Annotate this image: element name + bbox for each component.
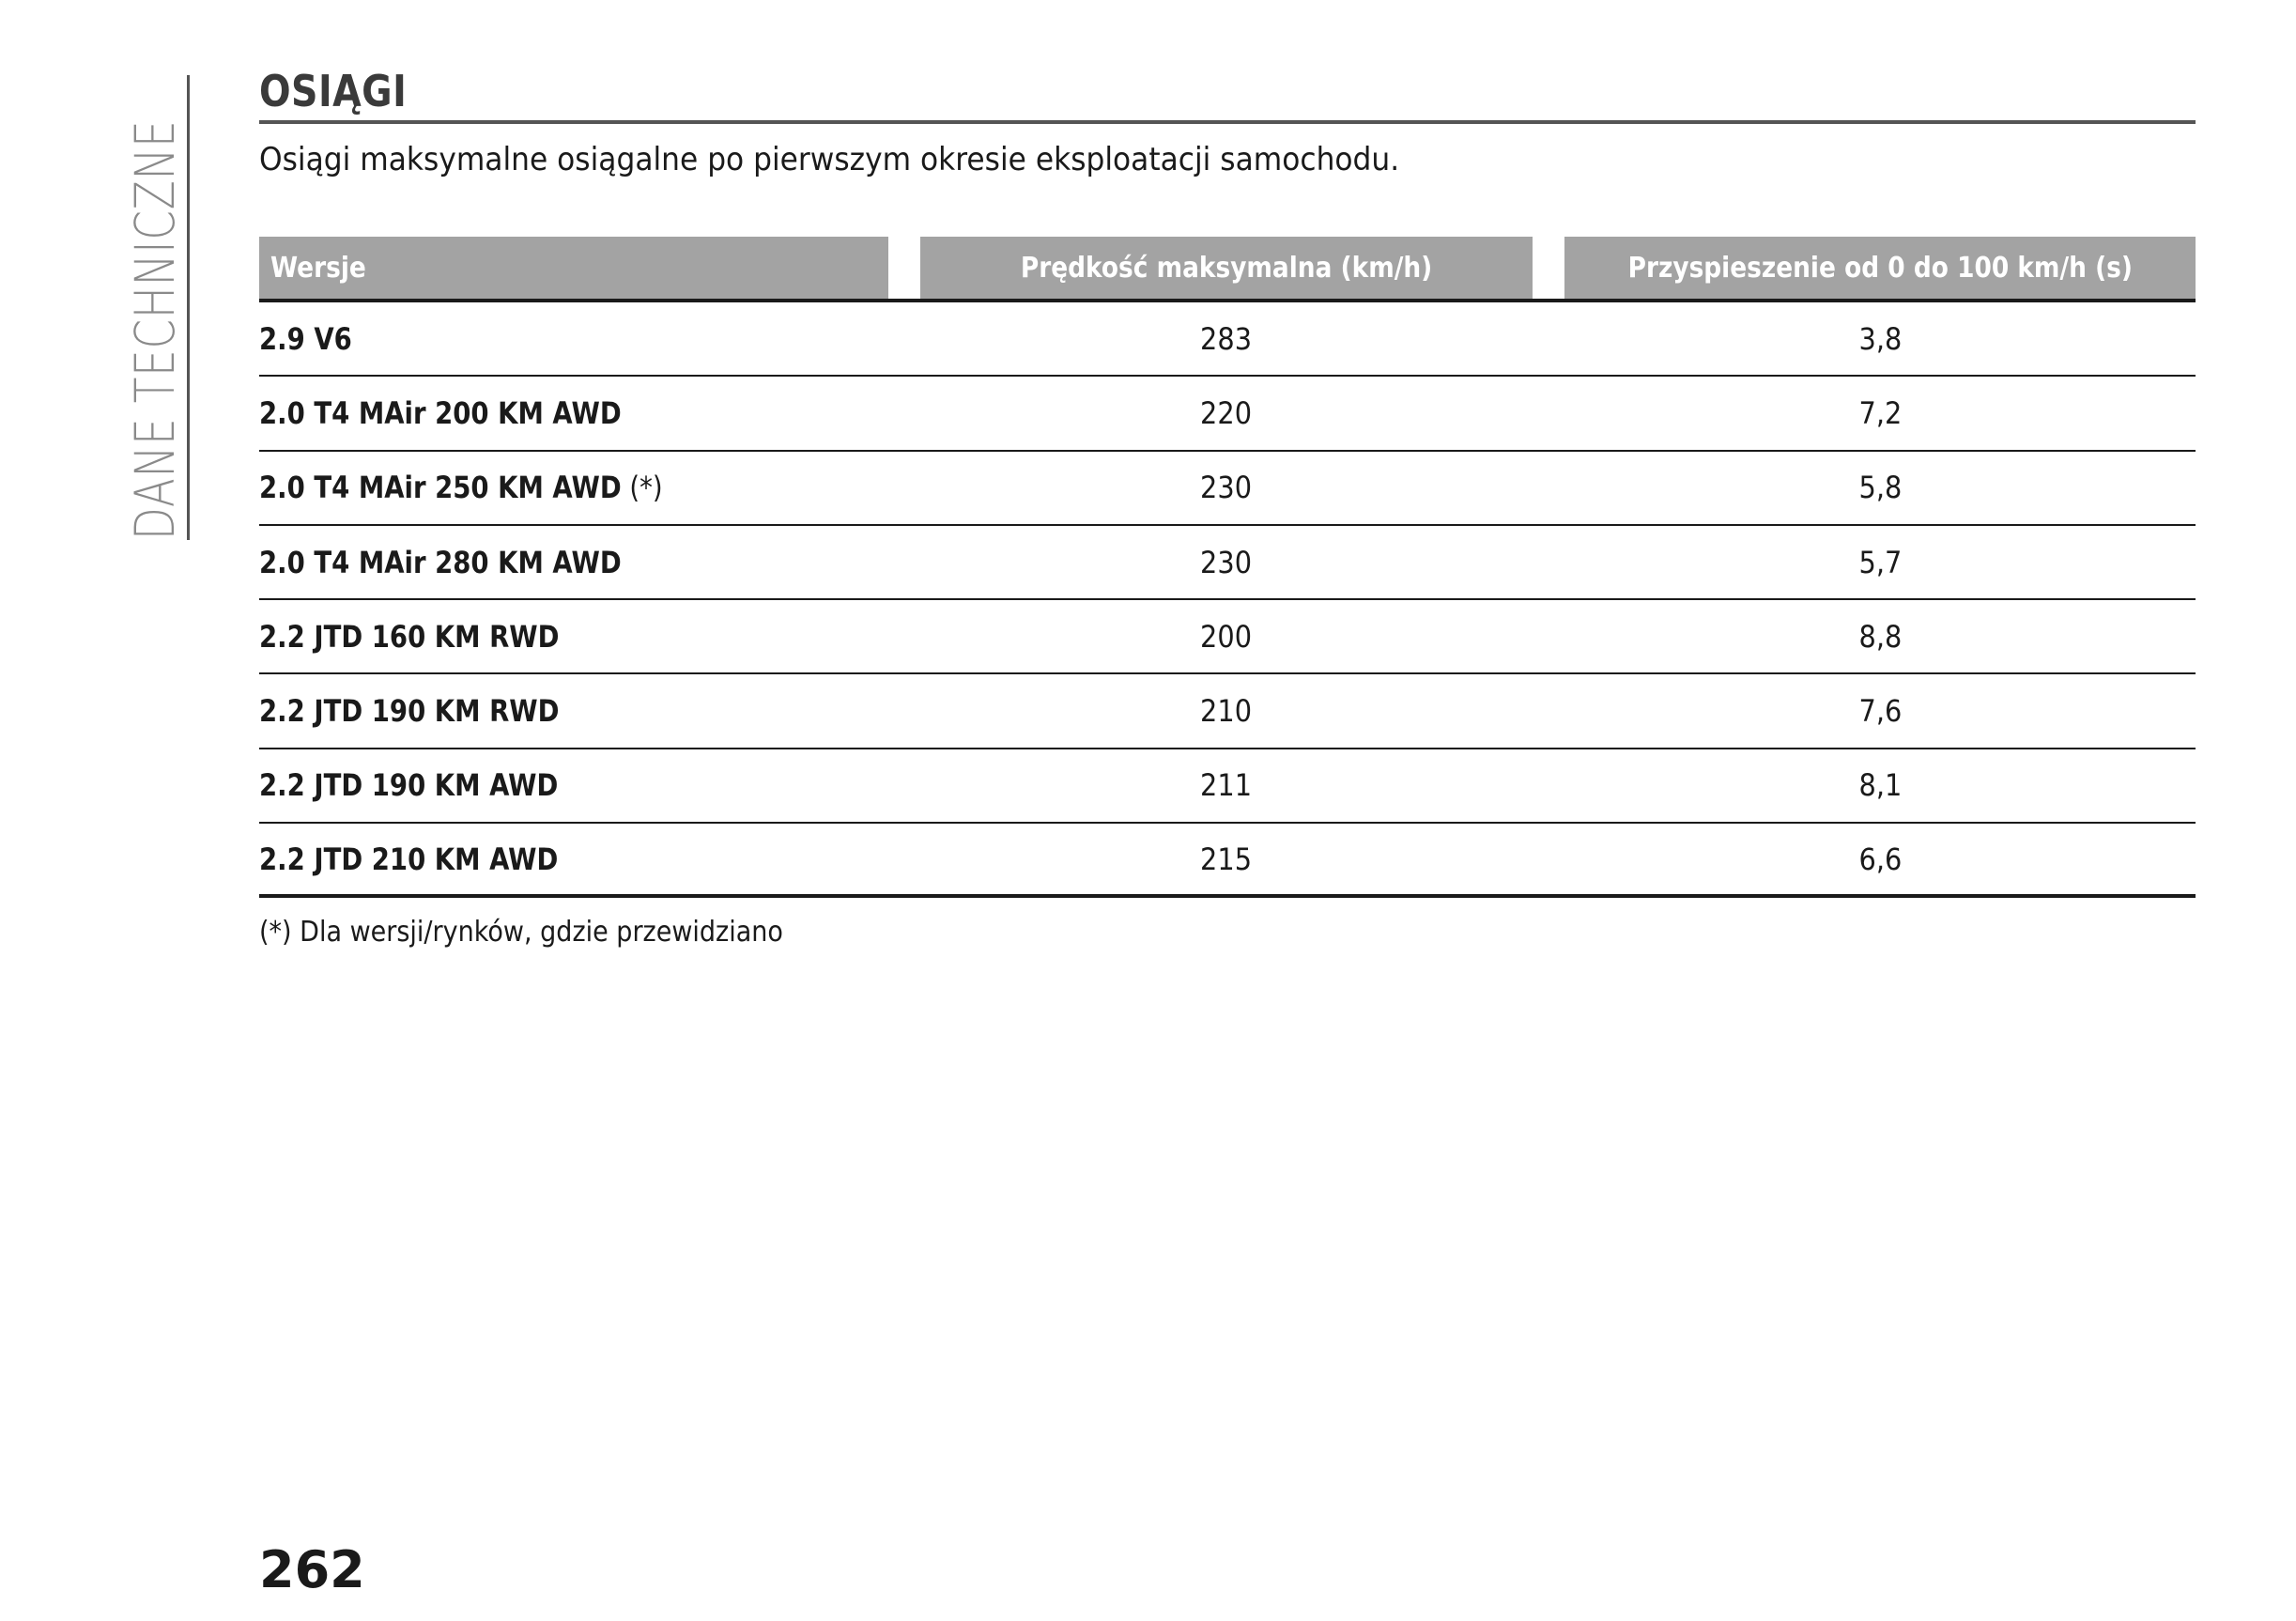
cell-speed [920,674,1533,747]
table-row [259,749,2196,824]
speed-value: 215 [1200,841,1253,877]
speed-value: 220 [1200,394,1253,431]
accel-value: 8,8 [1858,618,1902,655]
version-name: 2.0 T4 MAir 250 KM AWD [259,470,622,506]
cell-version [259,452,729,524]
speed-value: 200 [1200,618,1253,655]
speed-value: 211 [1200,767,1253,804]
cell-version [259,749,607,822]
accel-value: 6,6 [1858,841,1902,877]
table-row [259,377,2196,451]
header-speed-label: Prędkość maksymalna (km/h) [1020,251,1433,285]
header-accel [1564,237,2196,299]
version-name: 2.0 T4 MAir 200 KM AWD [259,394,622,431]
header-speed [920,237,1533,299]
cell-speed [920,452,1533,524]
cell-accel [1564,452,2196,524]
cell-accel [1564,749,2196,822]
table-row [259,302,2196,377]
cell-speed [920,377,1533,449]
cell-version [259,674,608,747]
cell-version [259,302,367,375]
header-accel-label: Przyspieszenie od 0 do 100 km/h (s) [1627,251,2133,285]
speed-value: 283 [1200,320,1253,357]
accel-value: 7,6 [1858,693,1902,730]
table-row [259,600,2196,674]
accel-value: 7,2 [1858,394,1902,431]
table-header [259,237,2196,299]
table-row [259,824,2196,898]
cell-accel [1564,526,2196,598]
cell-version [259,526,680,598]
cell-accel [1564,600,2196,672]
page-number: 262 [259,1540,365,1599]
accel-value: 3,8 [1858,320,1902,357]
speed-value: 210 [1200,693,1253,730]
section-side-label [122,75,188,540]
table-body [259,302,2196,898]
cell-version [259,377,680,449]
cell-speed [920,749,1533,822]
title-divider [259,120,2196,124]
cell-accel [1564,824,2196,894]
cell-speed [920,526,1533,598]
cell-speed [920,600,1533,672]
accel-value: 8,1 [1858,767,1902,804]
table-row [259,674,2196,749]
table-row [259,452,2196,526]
speed-value: 230 [1200,470,1253,506]
section-side-label-text: DANE TECHNICZNE [123,119,187,540]
cell-accel [1564,674,2196,747]
version-name: 2.2 JTD 190 KM RWD [259,693,560,730]
header-version-label: Wersje [270,251,366,285]
cell-version [259,600,608,672]
cell-speed [920,302,1533,375]
cell-accel [1564,377,2196,449]
version-name: 2.2 JTD 160 KM RWD [259,618,560,655]
intro-text: Osiągi maksymalne osiągalne po pierwszym okresie eksploatacji samochodu. [259,141,1400,178]
version-name: 2.2 JTD 190 KM AWD [259,767,559,804]
header-version [259,237,888,299]
version-name: 2.0 T4 MAir 280 KM AWD [259,544,622,580]
cell-speed [920,824,1533,894]
footnote: (*) Dla wersji/rynków, gdzie przewidziano [259,916,783,949]
accel-value: 5,8 [1858,470,1902,506]
table-row [259,526,2196,600]
cell-version [259,824,607,894]
version-name: 2.9 V6 [259,320,352,357]
version-note: (*) [621,470,663,506]
version-name: 2.2 JTD 210 KM AWD [259,841,559,877]
side-divider [187,75,190,540]
page-title: OSIĄGI [259,66,408,116]
performance-table [259,237,2196,877]
speed-value: 230 [1200,544,1253,580]
accel-value: 5,7 [1858,544,1902,580]
cell-accel [1564,302,2196,375]
